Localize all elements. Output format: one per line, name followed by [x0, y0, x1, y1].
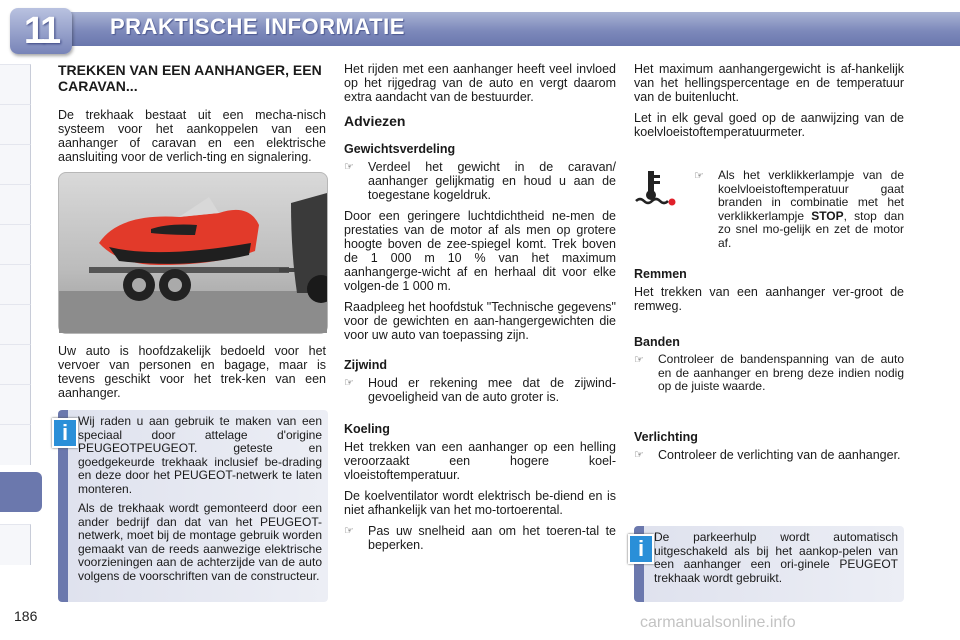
subheading-wind: Zijwind — [344, 358, 388, 372]
chapter-number: 11 — [10, 8, 72, 54]
chapter-tabs — [0, 64, 42, 624]
info-text: De parkeerhulp wordt automatisch uitgeschakeld als bij het aankop-pelen van een aanhanger een ori-ginele PEUGEOT trekhaak wordt gebruikt. — [654, 530, 898, 585]
section-title: TREKKEN VAN EEN AANHANGER, EEN CARAVAN... — [58, 62, 322, 94]
body-text: Het trekken van een aanhanger ver-groot de remweg. — [634, 285, 904, 313]
section-heading: Adviezen — [344, 113, 406, 129]
subheading-brakes: Remmen — [634, 267, 687, 281]
info-text: Wij raden u aan gebruik te maken van een speciaal door attelage d'origine PEUGEOTPEUGEOT. geteste en goedgekeurde trekhaak inclusief be-drading en deze door het PEUGEOT-netwerk te laten monteren. — [78, 414, 322, 496]
body-text: De koelventilator wordt elektrisch be-diend en is niet afhankelijk van het mo-tortoerental. — [344, 489, 616, 517]
list-item: ☞ Houd er rekening mee dat de zijwind-gevoeligheid van de auto groter is. — [344, 376, 616, 404]
jetski-trailer-illustration — [58, 172, 328, 334]
chapter-tab[interactable] — [0, 144, 31, 185]
info-icon: i — [52, 418, 78, 448]
body-text: Uw auto is hoofdzakelijk bedoeld voor het vervoer van personen en bagage, maar is tevens geschikt voor het trek-ken van een aanhanger. — [58, 344, 326, 400]
subheading-lights: Verlichting — [634, 429, 698, 444]
chapter-tab[interactable] — [0, 384, 31, 425]
pointing-finger-icon: ☞ — [634, 448, 644, 461]
intro-text: De trekhaak bestaat uit een mecha-nisch systeem voor het aankoppelen van een aanhanger of caravan en een elektrische aansluiting voor de verlich-ting en signalering. — [58, 108, 326, 164]
info-text: Als de trekhaak wordt gemonteerd door een ander bedrijf dan dat van het PEUGEOT-netwerk, moet bij de montage gebruik worden gemaakt van de reeds aanwezige elektrische voorzieningen aan de achterzijde van de auto volgens de voorschriften van de constructeur. — [78, 501, 322, 583]
chapter-tab[interactable] — [0, 224, 31, 265]
body-text: Let in elk geval goed op de aanwijzing van de koelvloeistoftemperatuurmeter. — [634, 111, 904, 139]
subheading-weight: Gewichtsverdeling — [344, 142, 456, 156]
chapter-tab[interactable] — [0, 304, 31, 345]
chapter-tab[interactable] — [0, 424, 31, 465]
chapter-title: PRAKTISCHE INFORMATIE — [110, 14, 405, 39]
body-text: Het trekken van een aanhanger op een helling veroorzaakt een hogere koel-vloeistoftemperatuur. — [344, 440, 616, 482]
list-item: ☞ Als het verklikkerlampje van de koelvloeistoftemperatuur gaat branden in combinatie met het verklikkerlampje STOP, stop dan zo snel mo-gelijk en zet de motor af. — [694, 168, 904, 250]
body-text: Het rijden met een aanhanger heeft veel invloed op het rijgedrag van de auto en vergt daarom extra aandacht van de bestuurder. — [344, 62, 616, 104]
chapter-tab[interactable] — [0, 264, 31, 305]
body-text: Raadpleeg het hoofdstuk "Technische gegevens" voor de gewichten en aan-hangergewichten die voor uw auto van toepassing zijn. — [344, 300, 616, 342]
column-2 — [344, 62, 616, 559]
chapter-tab-active[interactable] — [0, 472, 42, 512]
info-box-parking-aid — [634, 526, 904, 602]
info-icon: i — [628, 534, 654, 564]
list-item: ☞ Controleer de bandenspanning van de auto en de aanhanger en breng deze indien nodig op de juiste waarde. — [634, 352, 904, 393]
chapter-tab[interactable] — [0, 64, 31, 105]
warning-note — [634, 169, 904, 257]
subheading-tyres: Banden — [634, 335, 680, 349]
coolant-temperature-warning-icon — [634, 169, 694, 257]
jetski-trailer-image — [59, 173, 327, 333]
list-item: ☞ Controleer de verlichting van de aanhanger. — [634, 447, 901, 462]
pointing-finger-icon: ☞ — [344, 525, 354, 537]
column-3 — [634, 62, 904, 469]
pointing-finger-icon: ☞ — [634, 354, 644, 366]
pointing-finger-icon: ☞ — [344, 377, 354, 389]
chapter-tab[interactable] — [0, 104, 31, 145]
page-number: 186 — [14, 608, 38, 624]
page-header — [0, 0, 960, 52]
chapter-tab[interactable] — [0, 184, 31, 225]
list-item: ☞ Pas uw snelheid aan om het toeren-tal te beperken. — [344, 524, 616, 552]
subheading-cooling: Koeling — [344, 422, 390, 436]
info-box-towbar — [58, 410, 328, 602]
pointing-finger-icon: ☞ — [344, 161, 354, 173]
body-text: Door een geringere luchtdichtheid ne-men de prestaties van de motor af als men op grotere hoogte boven de zee-spiegel komt. Trek boven de 1 000 m 10 % van het maximum aanhangerge-wicht af en herhaal dit voor elke volgen-de 1 000 m. — [344, 209, 616, 293]
chapter-tab[interactable] — [0, 344, 31, 385]
chapter-tab[interactable] — [0, 524, 31, 565]
pointing-finger-icon: ☞ — [694, 170, 704, 182]
body-text: Het maximum aanhangergewicht is af-hankelijk van het hellingspercentage en de temperatuur van de buitenlucht. — [634, 62, 904, 104]
list-item: ☞ Verdeel het gewicht in de caravan/ aanhanger gelijkmatig en houd u aan de toegestane kogeldruk. — [344, 160, 616, 202]
watermark: carmanualsonline.info — [640, 614, 796, 631]
column-1 — [58, 62, 326, 407]
